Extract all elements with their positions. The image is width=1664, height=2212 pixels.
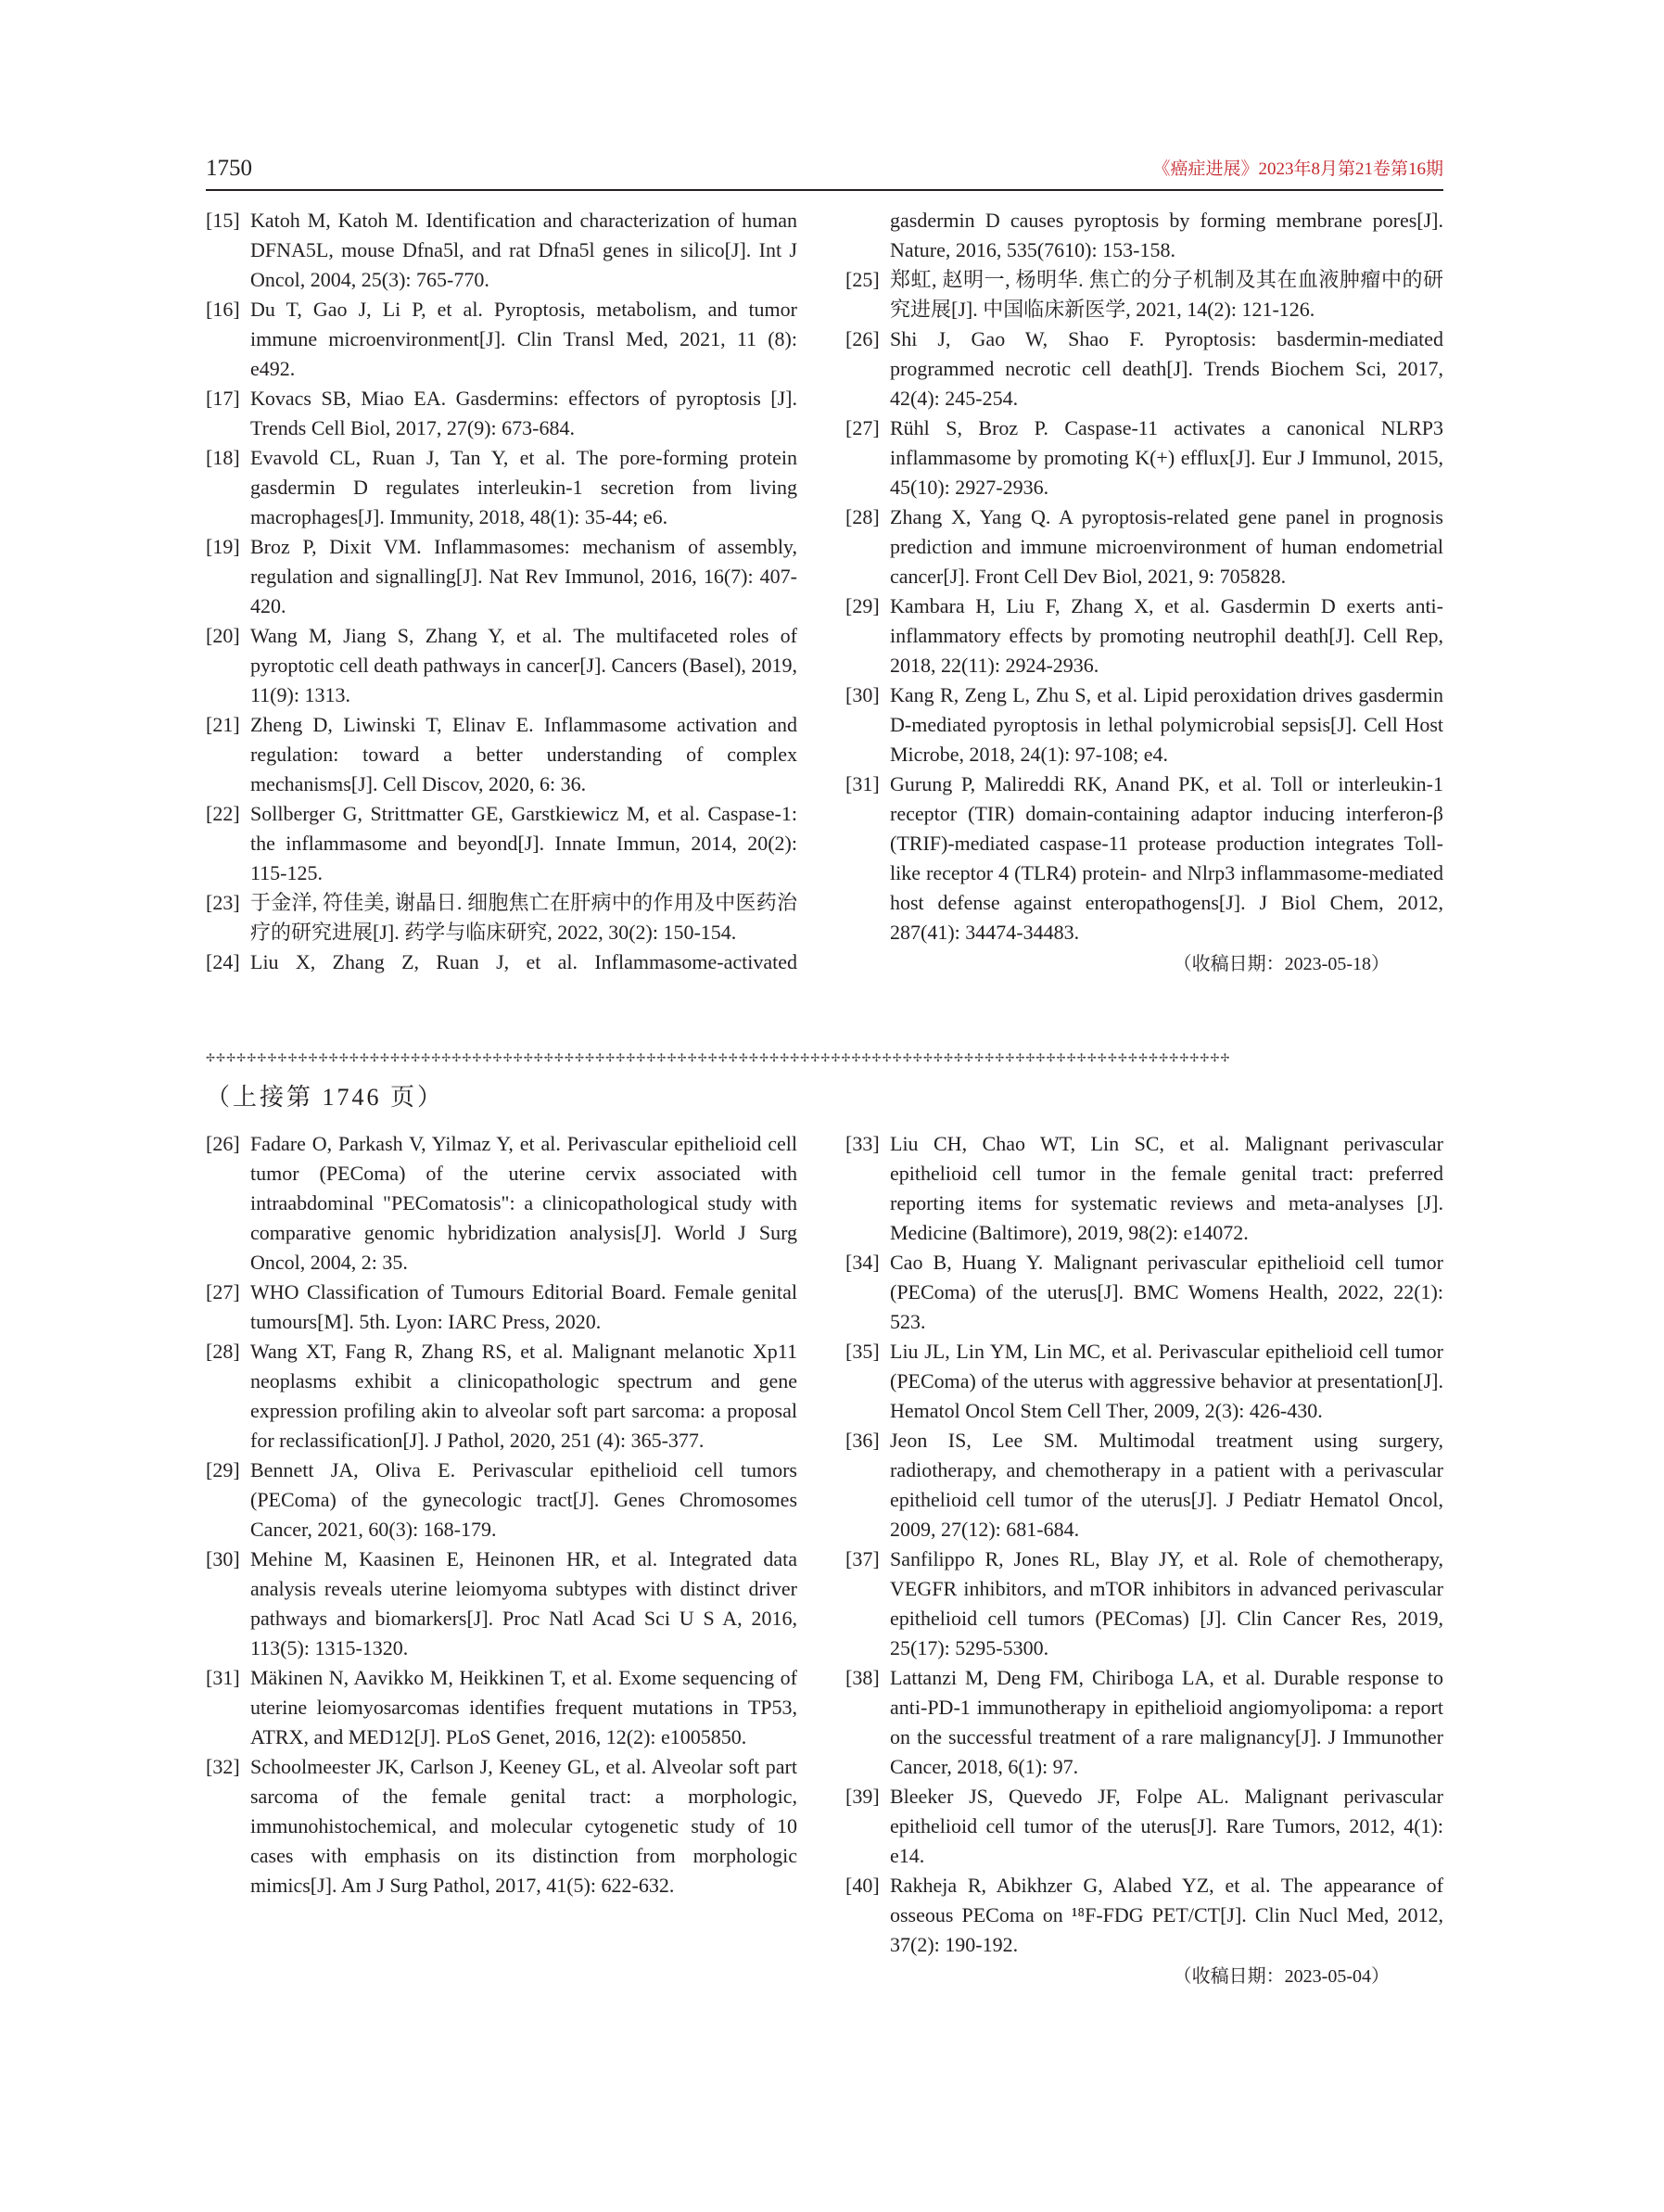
reference-item xyxy=(206,1129,797,1278)
reference-number: [28] xyxy=(206,1340,240,1363)
reference-item xyxy=(206,947,797,977)
reference-number: [18] xyxy=(206,446,240,469)
reference-item xyxy=(206,1337,797,1456)
reference-item xyxy=(845,1545,1443,1663)
reference-item xyxy=(845,1426,1443,1545)
reference-number: [21] xyxy=(206,713,240,736)
reference-number: [27] xyxy=(845,416,880,439)
reference-text: Liu JL, Lin YM, Lin MC, et al. Perivascular epithelioid cell tumor (PEComa) of the uterus with aggressive behavior at presentation[J]. Hematol Oncol Stem Cell Ther, 2009, 2(3): 426-430. xyxy=(890,1340,1443,1422)
reference-item xyxy=(845,769,1443,947)
reference-text: Lattanzi M, Deng FM, Chiriboga LA, et al. Durable response to anti-PD-1 immunotherapy in epithelioid angiomyolipoma: a report on the successful treatment of a rare malignancy[J]. J Immunother Cancer, 2018, 6(1): 97. xyxy=(890,1666,1443,1778)
reference-item xyxy=(206,443,797,532)
reference-item xyxy=(845,1248,1443,1337)
reference-text: Rühl S, Broz P. Caspase-11 activates a canonical NLRP3 inflammasome by promoting K(+) efflux[J]. Eur J Immunol, 2015, 45(10): 2927-2936. xyxy=(890,416,1443,499)
reference-item xyxy=(206,799,797,888)
reference-continuation: gasdermin D causes pyroptosis by forming membrane pores[J]. Nature, 2016, 535(7610): 153-158. xyxy=(890,209,1443,261)
reference-item xyxy=(206,710,797,799)
reference-text: Shi J, Gao W, Shao F. Pyroptosis: basdermin-mediated programmed necrotic cell death[J]. Trends Biochem Sci, 2017, 42(4): 245-254. xyxy=(890,327,1443,410)
reference-number: [16] xyxy=(206,298,240,321)
reference-number: [15] xyxy=(206,209,240,232)
reference-text: Wang XT, Fang R, Zhang RS, et al. Malignant melanotic Xp11 neoplasms exhibit a clinicopathologic spectrum and gene expression profiling akin to alveolar soft part sarcoma: a proposal for reclassification[J]. J Pathol, 2020, 251 (4): 365-377. xyxy=(250,1340,797,1452)
reference-text: Liu CH, Chao WT, Lin SC, et al. Malignant perivascular epithelioid cell tumor in the female genital tract: preferred reporting items for systematic reviews and meta-analyses [J]. Medicine (Baltimore), 2019, 98(2): e14072. xyxy=(890,1132,1443,1244)
reference-item xyxy=(206,1663,797,1752)
reference-number: [26] xyxy=(845,327,880,350)
reference-text: Zhang X, Yang Q. A pyroptosis-related gene panel in prognosis prediction and immune microenvironment of human endometrial cancer[J]. Front Cell Dev Biol, 2021, 9: 705828. xyxy=(890,505,1443,588)
reference-number: [32] xyxy=(206,1755,240,1778)
reference-text: Broz P, Dixit VM. Inflammasomes: mechanism of assembly, regulation and signalling[J]. Nat Rev Immunol, 2016, 16(7): 407-420. xyxy=(250,535,797,617)
reference-item xyxy=(206,1456,797,1545)
reference-number: [34] xyxy=(845,1251,880,1274)
reference-number: [20] xyxy=(206,624,240,647)
reference-item xyxy=(206,1545,797,1663)
reference-number: [29] xyxy=(845,594,880,617)
reference-text: WHO Classification of Tumours Editorial Board. Female genital tumours[M]. 5th. Lyon: IARC Press, 2020. xyxy=(250,1280,797,1333)
reference-item xyxy=(845,591,1443,680)
bottom-right-references xyxy=(845,1129,1443,1991)
reference-number: [33] xyxy=(845,1132,880,1155)
top-left-references xyxy=(206,206,797,977)
reference-text: Mehine M, Kaasinen E, Heinonen HR, et al. Integrated data analysis reveals uterine leiomyoma subtypes with distinct driver pathways and biomarkers[J]. Proc Natl Acad Sci U S A, 2016, 113(5): 1315-1320. xyxy=(250,1547,797,1659)
reference-text: Sanfilippo R, Jones RL, Blay JY, et al. Role of chemotherapy, VEGFR inhibitors, and mTOR inhibitors in advanced perivascular epithelioid cell tumors (PEComas) [J]. Clin Cancer Res, 2019, 25(17): 5295-5300. xyxy=(890,1547,1443,1659)
top-right-references xyxy=(845,206,1443,979)
received-date: （收稿日期：2023-05-18） xyxy=(1173,954,1390,974)
reference-text: Bleeker JS, Quevedo JF, Folpe AL. Malignant perivascular epithelioid cell tumor of the uterus[J]. Rare Tumors, 2012, 4(1): e14. xyxy=(890,1785,1443,1867)
reference-number: [38] xyxy=(845,1666,880,1689)
reference-text: Evavold CL, Ruan J, Tan Y, et al. The pore-forming protein gasdermin D regulates interleukin-1 secretion from living macrophages[J]. Immunity, 2018, 48(1): 35-44; e6. xyxy=(250,446,797,528)
reference-text: Liu X, Zhang Z, Ruan J, et al. Inflammasome-activated xyxy=(250,950,797,973)
reference-text: 于金洋, 符佳美, 谢晶日. 细胞焦亡在肝病中的作用及中医药治疗的研究进展[J]. 药学与临床研究, 2022, 30(2): 150-154. xyxy=(250,891,797,944)
reference-text: Kovacs SB, Miao EA. Gasdermins: effectors of pyroptosis [J]. Trends Cell Biol, 2017, 27(9): 673-684. xyxy=(250,387,797,439)
reference-number: [24] xyxy=(206,950,240,973)
page-number: 1750 xyxy=(206,156,252,181)
reference-number: [31] xyxy=(845,772,880,795)
reference-item xyxy=(206,1752,797,1901)
reference-text: Du T, Gao J, Li P, et al. Pyroptosis, metabolism, and tumor immune microenvironment[J]. Clin Transl Med, 2021, 11 (8): e492. xyxy=(250,298,797,380)
reference-item xyxy=(206,384,797,443)
reference-item xyxy=(845,265,1443,324)
reference-number: [35] xyxy=(845,1340,880,1363)
reference-text: Fadare O, Parkash V, Yilmaz Y, et al. Perivascular epithelioid cell tumor (PEComa) of the uterine cervix associated with intraabdominal "PEComatosis": a clinicopathological study with comparative genomic hybridization analysis[J]. World J Surg Oncol, 2004, 2: 35. xyxy=(250,1132,797,1274)
reference-item xyxy=(206,1278,797,1337)
reference-number: [23] xyxy=(206,891,240,914)
reference-text: Bennett JA, Oliva E. Perivascular epithelioid cell tumors (PEComa) of the gynecologic tract[J]. Genes Chromosomes Cancer, 2021, 60(3): 168-179. xyxy=(250,1458,797,1541)
reference-text: Zheng D, Liwinski T, Elinav E. Inflammasome activation and regulation: toward a better understanding of complex mechanisms[J]. Cell Discov, 2020, 6: 36. xyxy=(250,713,797,795)
reference-text: Jeon IS, Lee SM. Multimodal treatment using surgery, radiotherapy, and chemotherapy in a patient with a perivascular epithelioid cell tumor of the uterus[J]. J Pediatr Hematol Oncol, 2009, 27(12): 681-684. xyxy=(890,1429,1443,1541)
reference-number: [27] xyxy=(206,1280,240,1303)
bottom-left-references xyxy=(206,1129,797,1901)
reference-text: Mäkinen N, Aavikko M, Heikkinen T, et al. Exome sequencing of uterine leiomyosarcomas identifies frequent mutations in TP53, ATRX, and MED12[J]. PLoS Genet, 2016, 12(2): e1005850. xyxy=(250,1666,797,1748)
reference-item xyxy=(845,1871,1443,1960)
reference-text: Cao B, Huang Y. Malignant perivascular epithelioid cell tumor (PEComa) of the uterus[J]. BMC Womens Health, 2022, 22(1): 523. xyxy=(890,1251,1443,1333)
reference-text: Rakheja R, Abikhzer G, Alabed YZ, et al. The appearance of osseous PEComa on ¹⁸F-FDG PET/CT[J]. Clin Nucl Med, 2012, 37(2): 190-192. xyxy=(890,1874,1443,1956)
reference-item xyxy=(845,1129,1443,1248)
reference-text: Gurung P, Malireddi RK, Anand PK, et al. Toll or interleukin-1 receptor (TIR) domain-containing adaptor inducing interferon-β (TRIF)-mediated caspase-11 protease production integrates Toll-like receptor 4 (TLR4) protein- and Nlrp3 inflammasome-mediated host defense against enteropathogens[J]. J Biol Chem, 2012, 287(41): 34474-34483. xyxy=(890,772,1443,944)
reference-number: [25] xyxy=(845,268,880,291)
reference-text: Wang M, Jiang S, Zhang Y, et al. The multifaceted roles of pyroptotic cell death pathways in cancer[J]. Cancers (Basel), 2019, 11(9): 1313. xyxy=(250,624,797,706)
reference-number: [40] xyxy=(845,1874,880,1897)
reference-number: [26] xyxy=(206,1132,240,1155)
reference-number: [39] xyxy=(845,1785,880,1808)
reference-text: Kang R, Zeng L, Zhu S, et al. Lipid peroxidation drives gasdermin D-mediated pyroptosis in lethal polymicrobial sepsis[J]. Cell Host Microbe, 2018, 24(1): 97-108; e4. xyxy=(890,683,1443,766)
reference-item xyxy=(845,1782,1443,1871)
reference-number: [29] xyxy=(206,1458,240,1481)
reference-number: [30] xyxy=(845,683,880,706)
reference-item xyxy=(845,1337,1443,1426)
reference-number: [19] xyxy=(206,535,240,558)
reference-item xyxy=(206,295,797,384)
reference-item xyxy=(845,680,1443,769)
reference-item xyxy=(845,1663,1443,1782)
reference-item xyxy=(206,532,797,621)
reference-number: [28] xyxy=(845,505,880,528)
reference-number: [17] xyxy=(206,387,240,410)
reference-number: [22] xyxy=(206,802,240,825)
reference-text: 郑虹, 赵明一, 杨明华. 焦亡的分子机制及其在血液肿瘤中的研究进展[J]. 中国临床新医学, 2021, 14(2): 121-126. xyxy=(890,268,1443,321)
reference-number: [36] xyxy=(845,1429,880,1452)
continued-from-label: （上接第 1746 页） xyxy=(206,1084,445,1111)
reference-text: Sollberger G, Strittmatter GE, Garstkiewicz M, et al. Caspase-1: the inflammasome and beyond[J]. Innate Immun, 2014, 20(2): 115-125. xyxy=(250,802,797,884)
reference-item xyxy=(845,502,1443,591)
page-header xyxy=(206,148,1443,191)
reference-item xyxy=(845,413,1443,502)
reference-text: Schoolmeester JK, Carlson J, Keeney GL, et al. Alveolar soft part sarcoma of the female genital tract: a morphologic, immunohistochemical, and molecular cytogenetic study of 10 cases with emphasis on its distinction from morphologic mimics[J]. Am J Surg Pathol, 2017, 41(5): 622-632. xyxy=(250,1755,797,1897)
reference-item xyxy=(206,206,797,295)
reference-number: [31] xyxy=(206,1666,240,1689)
reference-text: Kambara H, Liu F, Zhang X, et al. Gasdermin D exerts anti-inflammatory effects by promoting neutrophil death[J]. Cell Rep, 2018, 22(11): 2924-2936. xyxy=(890,594,1443,677)
journal-info: 《癌症进展》2023年8月第21卷第16期 xyxy=(1152,159,1443,179)
reference-item xyxy=(206,621,797,710)
received-date: （收稿日期：2023-05-04） xyxy=(1173,1966,1390,1987)
reference-item xyxy=(206,888,797,947)
section-divider: ✢✢✢✢✢✢✢✢✢✢✢✢✢✢✢✢✢✢✢✢✢✢✢✢✢✢✢✢✢✢✢✢✢✢✢✢✢✢✢✢✢✢✢✢✢✢✢✢✢✢✢✢✢✢✢✢✢✢✢✢✢✢✢✢✢✢✢✢✢✢✢✢✢✢✢✢✢✢✢✢✢✢✢✢✢✢✢✢✢✢✢✢✢✢✢✢✢✢✢✢ xyxy=(206,1051,1231,1064)
reference-item xyxy=(845,324,1443,413)
reference-number: [30] xyxy=(206,1547,240,1570)
reference-text: Katoh M, Katoh M. Identification and characterization of human DFNA5L, mouse Dfna5l, and rat Dfna5l genes in silico[J]. Int J Oncol, 2004, 25(3): 765-770. xyxy=(250,209,797,291)
reference-number: [37] xyxy=(845,1547,880,1570)
